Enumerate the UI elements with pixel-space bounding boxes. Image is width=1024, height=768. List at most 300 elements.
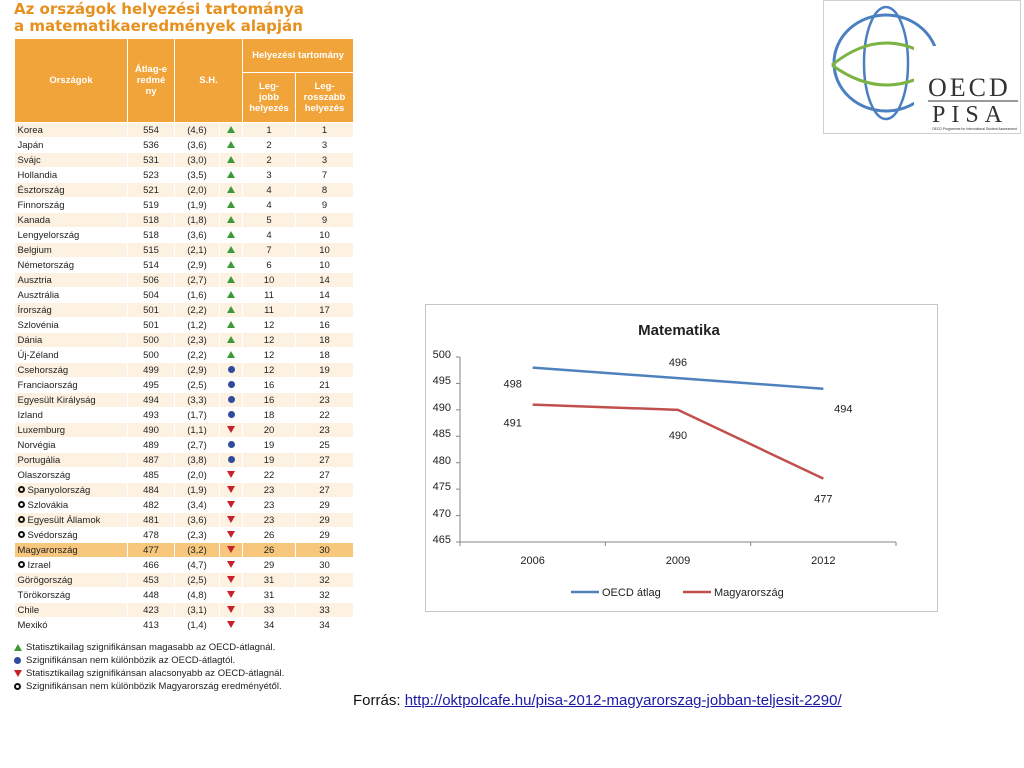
sh-cell: (2,5) [175, 573, 220, 588]
score-cell: 504 [128, 288, 175, 303]
country-name: Ausztrália [17, 289, 60, 301]
y-tick-label: 485 [432, 428, 451, 441]
sh-cell: (2,7) [175, 438, 220, 453]
source-citation [353, 692, 842, 709]
sh-cell: (4,6) [175, 123, 220, 138]
legend-text: Statisztikailag szignifikánsan alacsonyabb az OECD-átlagnál. [26, 668, 285, 679]
sh-cell: (4,7) [175, 558, 220, 573]
sh-cell: (2,3) [175, 528, 220, 543]
triangle-down-icon [227, 471, 235, 478]
table-row [15, 348, 354, 363]
country-name: Luxemburg [17, 424, 66, 436]
best-rank-cell: 10 [243, 273, 296, 288]
best-rank-cell: 19 [243, 453, 296, 468]
country-name: Mexikó [17, 619, 48, 631]
country-cell [15, 168, 128, 183]
country-name: Németország [17, 259, 74, 271]
table-row [15, 168, 354, 183]
triangle-up-icon [227, 321, 235, 328]
country-cell [15, 183, 128, 198]
significance-cell [220, 273, 243, 288]
table-row [15, 588, 354, 603]
triangle-up-icon [227, 141, 235, 148]
significance-cell [220, 318, 243, 333]
score-cell: 482 [128, 498, 175, 513]
score-cell: 489 [128, 438, 175, 453]
score-cell: 518 [128, 213, 175, 228]
best-rank-cell: 7 [243, 243, 296, 258]
ring-icon [18, 531, 25, 538]
worst-rank-cell: 7 [296, 168, 354, 183]
sh-cell: (2,9) [175, 363, 220, 378]
table-row [15, 363, 354, 378]
worst-rank-cell: 3 [296, 138, 354, 153]
table-row [15, 483, 354, 498]
sh-cell: (2,5) [175, 378, 220, 393]
best-rank-cell: 23 [243, 513, 296, 528]
score-cell: 493 [128, 408, 175, 423]
triangle-down-icon [14, 670, 22, 677]
country-name: Magyarország [17, 544, 78, 556]
significance-cell [220, 348, 243, 363]
oecd-pisa-logo [823, 0, 1021, 134]
ring-icon [18, 486, 25, 493]
score-cell: 448 [128, 588, 175, 603]
table-row [15, 213, 354, 228]
score-cell: 531 [128, 153, 175, 168]
score-cell: 515 [128, 243, 175, 258]
score-cell: 523 [128, 168, 175, 183]
sh-cell: (3,2) [175, 543, 220, 558]
sh-cell: (3,4) [175, 498, 220, 513]
y-tick-label: 490 [432, 401, 451, 414]
country-name: Törökország [17, 589, 71, 601]
country-cell [15, 288, 128, 303]
best-rank-cell: 2 [243, 138, 296, 153]
y-tick-label: 465 [432, 534, 451, 546]
worst-rank-cell: 9 [296, 213, 354, 228]
triangle-down-icon [227, 501, 235, 508]
country-cell [15, 603, 128, 618]
country-name: Finnország [17, 199, 65, 211]
table-row [15, 498, 354, 513]
best-rank-cell: 16 [243, 393, 296, 408]
country-name: Portugália [17, 454, 61, 466]
significance-cell [220, 528, 243, 543]
dot-icon [228, 396, 235, 403]
score-cell: 453 [128, 573, 175, 588]
worst-rank-cell: 23 [296, 423, 354, 438]
table-row [15, 393, 354, 408]
best-rank-cell: 22 [243, 468, 296, 483]
country-cell [15, 198, 128, 213]
sh-cell: (3,3) [175, 393, 220, 408]
triangle-up-icon [227, 306, 235, 313]
best-rank-cell: 20 [243, 423, 296, 438]
worst-rank-cell: 34 [296, 618, 354, 633]
table-row [15, 198, 354, 213]
score-cell: 478 [128, 528, 175, 543]
worst-rank-cell: 32 [296, 588, 354, 603]
triangle-down-icon [227, 546, 235, 553]
score-cell: 494 [128, 393, 175, 408]
score-cell: 423 [128, 603, 175, 618]
worst-rank-cell: 18 [296, 348, 354, 363]
header-range: Helyezési tartomány [243, 39, 354, 73]
score-cell: 499 [128, 363, 175, 378]
sh-cell: (2,2) [175, 303, 220, 318]
significance-cell [220, 123, 243, 138]
table-row [15, 288, 354, 303]
table-row [15, 618, 354, 633]
significance-cell [220, 183, 243, 198]
best-rank-cell: 33 [243, 603, 296, 618]
sh-cell: (1,1) [175, 423, 220, 438]
country-name: Szlovákia [27, 499, 69, 511]
country-cell [15, 348, 128, 363]
triangle-up-icon [227, 261, 235, 268]
worst-rank-cell: 23 [296, 393, 354, 408]
score-cell: 506 [128, 273, 175, 288]
best-rank-cell: 16 [243, 378, 296, 393]
score-cell: 500 [128, 348, 175, 363]
table-row [15, 468, 354, 483]
best-rank-cell: 4 [243, 228, 296, 243]
best-rank-cell: 31 [243, 588, 296, 603]
ranking-table-panel [14, 0, 359, 693]
source-label: Forrás: [353, 692, 405, 709]
triangle-up-icon [227, 246, 235, 253]
chart-title: Matematika [638, 322, 720, 339]
logo-caption: OECD Programme for International Student Assessment [932, 127, 1017, 131]
table-row [15, 228, 354, 243]
country-cell [15, 228, 128, 243]
country-cell [15, 318, 128, 333]
worst-rank-cell: 1 [296, 123, 354, 138]
data-label: 491 [503, 417, 522, 430]
significance-cell [220, 168, 243, 183]
sh-cell: (1,9) [175, 483, 220, 498]
score-cell: 490 [128, 423, 175, 438]
country-cell [15, 618, 128, 633]
country-cell [15, 498, 128, 513]
sh-cell: (2,9) [175, 258, 220, 273]
worst-rank-cell: 3 [296, 153, 354, 168]
data-label: 490 [668, 429, 688, 442]
score-cell: 466 [128, 558, 175, 573]
logo-text-oecd: OECD [928, 73, 1011, 102]
x-tick-label: 2012 [811, 555, 836, 567]
country-name: Franciaország [17, 379, 78, 391]
worst-rank-cell: 16 [296, 318, 354, 333]
country-cell [15, 528, 128, 543]
significance-cell [220, 213, 243, 228]
best-rank-cell: 34 [243, 618, 296, 633]
significance-cell [220, 558, 243, 573]
country-name: Chile [17, 604, 40, 616]
score-cell: 484 [128, 483, 175, 498]
country-cell [15, 363, 128, 378]
worst-rank-cell: 10 [296, 228, 354, 243]
data-label: 477 [814, 493, 833, 506]
score-cell: 521 [128, 183, 175, 198]
country-name: Spanyolország [27, 484, 91, 496]
score-cell: 500 [128, 333, 175, 348]
significance-cell [220, 258, 243, 273]
country-name: Belgium [17, 244, 52, 256]
worst-rank-cell: 18 [296, 333, 354, 348]
legend-label: OECD átlag [602, 587, 661, 599]
country-cell [15, 423, 128, 438]
country-name: Izrael [27, 559, 51, 571]
score-cell: 518 [128, 228, 175, 243]
country-cell [15, 453, 128, 468]
best-rank-cell: 4 [243, 183, 296, 198]
sh-cell: (3,8) [175, 453, 220, 468]
triangle-up-icon [227, 351, 235, 358]
country-name: Egyesült Királyság [17, 394, 96, 406]
sh-cell: (2,0) [175, 468, 220, 483]
triangle-down-icon [227, 576, 235, 583]
country-name: Egyesült Államok [27, 514, 101, 526]
country-cell [15, 138, 128, 153]
country-cell [15, 243, 128, 258]
math-line-chart [425, 304, 938, 612]
sh-cell: (2,3) [175, 333, 220, 348]
best-rank-cell: 5 [243, 213, 296, 228]
legend-text: Statisztikailag szignifikánsan magasabb az OECD-átlagnál. [26, 642, 276, 653]
triangle-up-icon [227, 291, 235, 298]
y-tick-label: 495 [432, 375, 451, 388]
worst-rank-cell: 8 [296, 183, 354, 198]
dot-icon [228, 411, 235, 418]
worst-rank-cell: 10 [296, 258, 354, 273]
sh-cell: (2,0) [175, 183, 220, 198]
score-cell: 514 [128, 258, 175, 273]
score-cell: 413 [128, 618, 175, 633]
header-best: Leg-jobb helyezés [243, 73, 296, 123]
triangle-down-icon [227, 486, 235, 493]
triangle-down-icon [227, 606, 235, 613]
country-name: Ausztria [17, 274, 52, 286]
table-row [15, 333, 354, 348]
sh-cell: (2,2) [175, 348, 220, 363]
best-rank-cell: 6 [243, 258, 296, 273]
significance-cell [220, 243, 243, 258]
legend-label: Magyarország [714, 587, 784, 599]
triangle-down-icon [227, 621, 235, 628]
table-row [15, 123, 354, 138]
country-cell [15, 258, 128, 273]
score-cell: 501 [128, 318, 175, 333]
triangle-up-icon [227, 201, 235, 208]
worst-rank-cell: 29 [296, 513, 354, 528]
table-row [15, 438, 354, 453]
significance-cell [220, 303, 243, 318]
best-rank-cell: 23 [243, 483, 296, 498]
best-rank-cell: 29 [243, 558, 296, 573]
legend-entry [14, 641, 359, 654]
y-tick-label: 475 [432, 481, 451, 494]
sh-cell: (3,6) [175, 138, 220, 153]
country-name: Svájc [17, 154, 41, 166]
ranking-table [14, 38, 354, 633]
best-rank-cell: 12 [243, 333, 296, 348]
worst-rank-cell: 19 [296, 363, 354, 378]
dot-icon [14, 657, 21, 664]
sh-cell: (2,1) [175, 243, 220, 258]
sh-cell: (1,7) [175, 408, 220, 423]
country-name: Japán [17, 139, 44, 151]
score-cell: 501 [128, 303, 175, 318]
country-name: Norvégia [17, 439, 56, 451]
score-cell: 477 [128, 543, 175, 558]
best-rank-cell: 18 [243, 408, 296, 423]
table-row [15, 273, 354, 288]
significance-cell [220, 408, 243, 423]
legend-entry [14, 654, 359, 667]
significance-cell [220, 393, 243, 408]
table-row [15, 318, 354, 333]
best-rank-cell: 2 [243, 153, 296, 168]
sh-cell: (1,9) [175, 198, 220, 213]
country-cell [15, 333, 128, 348]
country-name: Szlovénia [17, 319, 59, 331]
logo-text-pisa: PISA [932, 102, 1009, 128]
country-cell [15, 393, 128, 408]
score-cell: 536 [128, 138, 175, 153]
table-row [15, 303, 354, 318]
score-cell: 495 [128, 378, 175, 393]
significance-cell [220, 573, 243, 588]
x-tick-label: 2009 [665, 555, 691, 567]
best-rank-cell: 26 [243, 543, 296, 558]
table-row [15, 528, 354, 543]
significance-cell [220, 153, 243, 168]
worst-rank-cell: 10 [296, 243, 354, 258]
table-row [15, 603, 354, 618]
country-name: Új-Zéland [17, 349, 59, 361]
score-cell: 554 [128, 123, 175, 138]
best-rank-cell: 1 [243, 123, 296, 138]
triangle-up-icon [227, 156, 235, 163]
best-rank-cell: 26 [243, 528, 296, 543]
triangle-down-icon [227, 426, 235, 433]
table-row [15, 138, 354, 153]
significance-cell [220, 138, 243, 153]
country-name: Dánia [17, 334, 43, 346]
score-cell: 487 [128, 453, 175, 468]
triangle-down-icon [227, 516, 235, 523]
triangle-down-icon [227, 561, 235, 568]
ring-icon [18, 501, 25, 508]
sh-cell: (3,0) [175, 153, 220, 168]
country-cell [15, 438, 128, 453]
worst-rank-cell: 33 [296, 603, 354, 618]
triangle-down-icon [227, 531, 235, 538]
worst-rank-cell: 22 [296, 408, 354, 423]
country-cell [15, 273, 128, 288]
worst-rank-cell: 27 [296, 483, 354, 498]
country-name: Görögország [17, 574, 73, 586]
ranking-table-body [15, 123, 354, 633]
significance-cell [220, 228, 243, 243]
significance-cell [220, 378, 243, 393]
table-row [15, 558, 354, 573]
country-name: Írország [17, 304, 52, 316]
data-label: 496 [668, 357, 688, 370]
ring-icon [18, 561, 25, 568]
legend-text: Szignifikánsan nem különbözik Magyarország eredményétől. [26, 681, 282, 692]
triangle-up-icon [227, 171, 235, 178]
country-cell [15, 483, 128, 498]
significance-cell [220, 603, 243, 618]
math-chart-svg [426, 305, 937, 611]
sh-cell: (1,6) [175, 288, 220, 303]
table-row [15, 513, 354, 528]
best-rank-cell: 4 [243, 198, 296, 213]
country-cell [15, 303, 128, 318]
table-row [15, 573, 354, 588]
best-rank-cell: 11 [243, 303, 296, 318]
worst-rank-cell: 21 [296, 378, 354, 393]
country-cell [15, 153, 128, 168]
triangle-up-icon [14, 644, 22, 651]
best-rank-cell: 12 [243, 348, 296, 363]
sh-cell: (1,2) [175, 318, 220, 333]
sh-cell: (1,8) [175, 213, 220, 228]
worst-rank-cell: 9 [296, 198, 354, 213]
legend-entry [14, 667, 359, 680]
table-row [15, 243, 354, 258]
country-name: Izland [17, 409, 43, 421]
score-cell: 481 [128, 513, 175, 528]
significance-cell [220, 588, 243, 603]
ring-icon [14, 683, 21, 690]
header-worst: Leg-rosszabb helyezés [296, 73, 354, 123]
significance-cell [220, 198, 243, 213]
triangle-up-icon [227, 126, 235, 133]
country-cell [15, 408, 128, 423]
best-rank-cell: 31 [243, 573, 296, 588]
significance-cell [220, 483, 243, 498]
legend-text: Szignifikánsan nem különbözik az OECD-átlagtól. [26, 655, 236, 666]
country-cell [15, 468, 128, 483]
dot-icon [228, 366, 235, 373]
y-tick-label: 480 [432, 454, 451, 467]
significance-cell [220, 423, 243, 438]
country-cell [15, 558, 128, 573]
score-cell: 485 [128, 468, 175, 483]
country-name: Kanada [17, 214, 51, 226]
worst-rank-cell: 14 [296, 288, 354, 303]
sh-cell: (2,7) [175, 273, 220, 288]
table-row [15, 408, 354, 423]
significance-cell [220, 498, 243, 513]
table-row [15, 543, 354, 558]
source-link[interactable]: http://oktpolcafe.hu/pisa-2012-magyarorszag-jobban-teljesit-2290/ [404, 692, 842, 709]
significance-cell [220, 618, 243, 633]
triangle-up-icon [227, 186, 235, 193]
table-title: Az országok helyezési tartománya a matematikaeredmények alapján [14, 0, 304, 35]
best-rank-cell: 12 [243, 363, 296, 378]
table-row [15, 453, 354, 468]
best-rank-cell: 12 [243, 318, 296, 333]
dot-icon [228, 381, 235, 388]
country-cell [15, 378, 128, 393]
table-row [15, 153, 354, 168]
country-name: Lengyelország [17, 229, 80, 241]
